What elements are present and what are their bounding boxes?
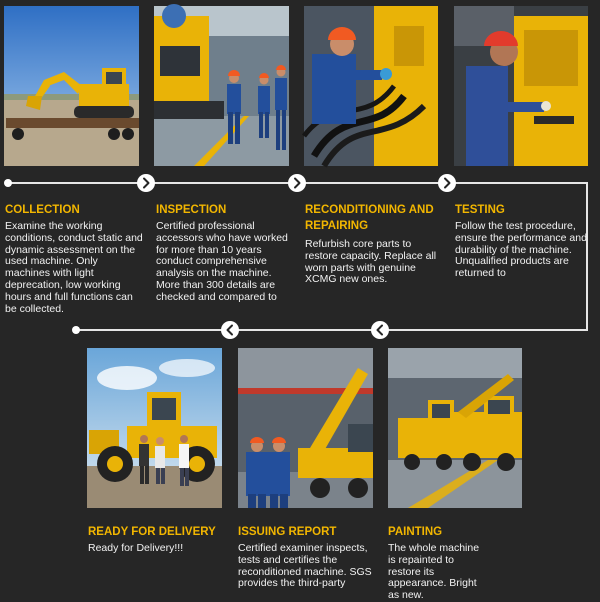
step-desc-inspection: Certified professional accessors who have worked for more than 10 years conduct comprehensive analysis on the machine. More than 300 details are checked and compared to xyxy=(156,220,288,303)
chevron-right-icon xyxy=(137,174,155,192)
testing-photo xyxy=(454,6,588,166)
issuing-report-photo xyxy=(238,348,373,508)
step-title-painting: PAINTING xyxy=(388,526,443,538)
next-step-button-inspection[interactable] xyxy=(137,174,155,192)
inspection-photo xyxy=(154,6,289,166)
step-title-ready-for-delivery: READY FOR DELIVERY xyxy=(88,526,216,538)
next-step-button-testing[interactable] xyxy=(438,174,456,192)
reconditioning-photo xyxy=(304,6,438,166)
painting-photo xyxy=(388,348,522,508)
prev-step-button-ready[interactable] xyxy=(221,321,239,339)
collection-photo xyxy=(4,6,139,166)
next-step-button-reconditioning[interactable] xyxy=(288,174,306,192)
bottom-timeline-line xyxy=(76,329,588,331)
timeline-end-dot xyxy=(72,326,80,334)
chevron-left-icon xyxy=(221,321,239,339)
prev-step-button-report[interactable] xyxy=(371,321,389,339)
step-title-testing: TESTING xyxy=(455,204,505,216)
timeline-start-dot xyxy=(4,179,12,187)
step-desc-issuing-report: Certified examiner inspects, tests and certifies the reconditioned machine. SGS provides the third-party xyxy=(238,542,372,590)
step-title-inspection: INSPECTION xyxy=(156,204,227,216)
step-title-reconditioning: RECONDITIONING AND REPAIRING xyxy=(305,204,434,232)
chevron-right-icon xyxy=(438,174,456,192)
chevron-right-icon xyxy=(288,174,306,192)
step-desc-testing: Follow the test procedure, ensure the performance and durability of the machine. Unqualified products are returned to xyxy=(455,220,587,280)
step-title-collection: COLLECTION xyxy=(5,204,80,216)
step-desc-painting: The whole machine is repainted to restore its appearance. Bright as new. xyxy=(388,542,480,602)
ready-for-delivery-photo xyxy=(87,348,222,508)
chevron-left-icon xyxy=(371,321,389,339)
step-desc-reconditioning: Refurbish core parts to restore capacity. Replace all worn parts with genuine XCMG new ones. xyxy=(305,238,437,286)
step-desc-collection: Examine the working conditions, conduct static and dynamic assessment on the used machine. Only machines with light deprecation, low working hours and full functions can be collected. xyxy=(5,220,143,315)
step-desc-ready-for-delivery: Ready for Delivery!!! xyxy=(88,542,184,554)
step-title-issuing-report: ISSUING REPORT xyxy=(238,526,337,538)
